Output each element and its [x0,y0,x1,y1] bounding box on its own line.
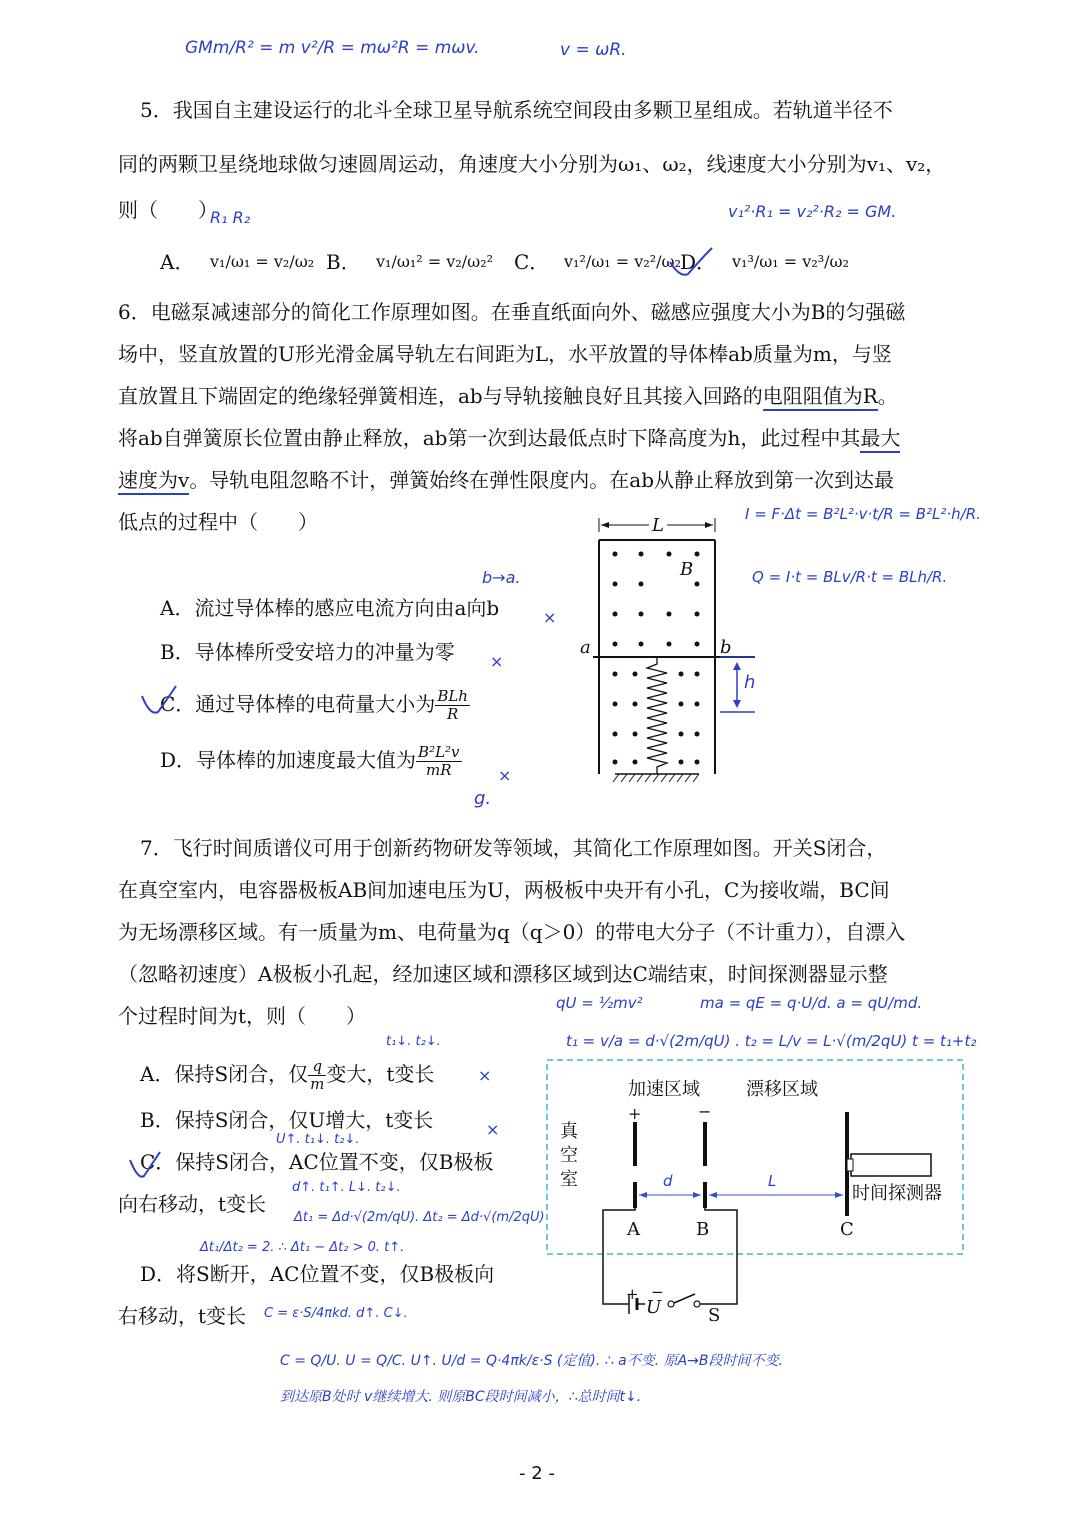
handwritten-q6-impulse: I = F·Δt = B²L²·v·t/R = B²L²·h/R. [745,505,981,523]
q6-fig-b-label: b [720,637,732,658]
q6-fig-a-label: a [580,637,591,658]
handwritten-q7-d-note2: C = Q/U. U = Q/C. U↑. U/d = Q·4πk/ε·S (定值). ∴ a不变. 原A→B段时间不变. [280,1353,783,1369]
handwritten-q6-direction: b→a. [482,568,521,587]
q6-line3 [118,384,898,408]
q6-option-d-denominator: mR [426,761,452,779]
q5-option-b-label: B． [326,250,361,274]
handwritten-q7-c-note2: Δt₁ = Δd·√(2m/qU). Δt₂ = Δd·√(m/2qU) [294,1210,545,1225]
q7-fig-C-label: C [840,1219,854,1240]
handwritten-q6-charge: Q = I·t = BLv/R·t = BLh/R. [752,568,948,586]
q7-line4: （忽略初速度）A极板小孔起，经加速区域和漂移区域到达C端结束，时间探测器显示整 [118,962,888,986]
q5-line3: 则（ ） [118,198,218,222]
q7-fig-U-label: U [646,1297,662,1318]
q5-option-b-formula: v₁/ω₁² = v₂/ω₂² [376,252,494,271]
q7-option-b: B．保持S闭合，仅U增大，t变长 [140,1108,434,1132]
q6-option-c-denominator: R [446,705,459,723]
handwritten-checkmark-c [140,684,180,720]
q5-option-a-formula: v₁/ω₁ = v₂/ω₂ [210,252,315,271]
q6-option-c-fraction [435,688,470,723]
handwritten-top-formula: GMm/R² = m v²/R = mω²R = mωv. [185,38,480,58]
q6-line3c: 。 [877,384,898,408]
q7-option-d-line2: 右移动，t变长 [118,1304,247,1328]
q7-fig-d-label: d [663,1172,673,1190]
handwritten-q7-c-note3: Δt₁/Δt₂ = 2. ∴ Δt₁ − Δt₂ > 0. t↑. [200,1240,405,1255]
q7-fig-time-detector: 时间探测器 [852,1183,942,1204]
q7-fig-battery-plus: + [626,1285,639,1303]
q5-line2: 同的两颗卫星绕地球做匀速圆周运动，角速度大小分别为ω₁、ω₂，线速度大小分别为v₁、v₂， [118,152,946,176]
q7-fig-accel-region: 加速区域 [628,1079,700,1100]
q7-fig-A-label: A [627,1219,640,1240]
q5-option-c-formula: v₁²/ω₁ = v₂²/ω₂ [564,252,682,271]
q6-option-a: A．流过导体棒的感应电流方向由a向b [160,596,500,620]
q7-option-a-text2: 变大，t变长 [326,1062,435,1086]
q6-line4 [118,426,900,450]
q7-fig-plus: + [628,1104,642,1123]
q6-line4a: 将ab自弹簧原长位置由静止释放，ab第一次到达最低点时下降高度为h，此过程中其 [118,426,861,450]
q7-line3: 为无场漂移区域。有一质量为m、电荷量为q（q＞0）的带电大分子（不计重力），自漂入 [118,920,906,944]
q6-option-c-text: C．通过导体棒的电荷量大小为 [160,692,436,716]
q6-fig-B-label: B [680,559,694,580]
q7-option-c-line1: C．保持S闭合，AC位置不变，仅B极板 [140,1150,494,1174]
q7-line5: 个过程时间为t，则（ ） [118,1004,367,1028]
q7-option-c-line2: 向右移动，t变长 [118,1192,267,1216]
q7-option-a-fraction [308,1058,326,1093]
q6-fig-h-label: h [744,672,756,693]
handwritten-q5-relation: v₁²·R₁ = v₂²·R₂ = GM. [728,202,897,221]
q5-option-c-label: C． [514,250,550,274]
handwritten-x-mark: × [543,608,557,627]
q6-line5b: 。导轨电阻忽略不计，弹簧始终在弹性限度内。在ab从静止释放到第一次到达最 [189,468,895,492]
q6-line1: 6．电磁泵减速部分的简化工作原理如图。在垂直纸面向外、磁感应强度大小为B的匀强磁 [118,300,906,324]
q5-option-a-label: A． [160,250,195,274]
q6-fig-L-label: L [652,515,664,536]
q6-line2: 场中，竖直放置的U形光滑金属导轨左右间距为L，水平放置的导体棒ab质量为m，与竖 [118,342,892,366]
q7-fig-S-label: S [708,1305,721,1326]
q7-option-a [140,1058,434,1093]
handwritten-q7-energy: qU = ½mv² [556,994,643,1012]
handwritten-q7-a-note: t₁↓. t₂↓. [386,1034,441,1049]
q6-line4-underlined: 最大 [860,426,900,453]
q7-line1: 7．飞行时间质谱仪可用于创新药物研发等领域，其简化工作原理如图。开关S闭合， [140,836,887,860]
q6-option-d-numerator: B²L²v [418,743,460,761]
q6-option-d-text: D．导体棒的加速度最大值为 [160,748,417,772]
q6-line3-underlined: 电阻阻值为R [763,384,878,411]
handwritten-q7-d-note3: 到达原B处时 v继续增大. 则原BC段时间减小，∴总时间t↓. [280,1389,642,1405]
handwritten-q5-r: R₁ R₂ [210,208,251,227]
handwritten-checkmark-d [668,244,718,280]
handwritten-top-v: v = ωR. [560,40,627,60]
handwritten-q7-c-note1: d↑. t₁↑. L↓. t₂↓. [292,1180,401,1195]
q7-fig-vacuum-chamber: 真空室 [560,1121,578,1190]
q7-fig-battery-minus: − [651,1283,664,1301]
handwritten-x-mark: × [498,766,512,785]
q7-option-a-text1: A．保持S闭合，仅 [140,1062,309,1086]
q7-fig-drift-region: 漂移区域 [746,1079,818,1100]
q5-option-d-formula: v₁³/ω₁ = v₂³/ω₂ [732,252,850,271]
q6-rail-diagram [575,512,775,792]
handwritten-q7-times: t₁ = v/a = d·√(2m/qU) . t₂ = L/v = L·√(m/2qU) t = t₁+t₂ [566,1032,977,1050]
q6-option-c [160,688,470,723]
handwritten-q7-accel: ma = qE = q·U/d. a = qU/md. [700,994,923,1012]
q7-fig-minus: − [698,1102,712,1121]
q7-fig-L-label: L [768,1172,777,1190]
q5-option-d-label: D． [680,250,717,274]
handwritten-q7-b-note: U↑. t₁↓. t₂↓. [276,1132,360,1147]
q7-option-d-line1: D．将S断开，AC位置不变，仅B极板向 [140,1262,495,1286]
page-number: - 2 - [519,1463,555,1484]
q5-line1: 5．我国自主建设运行的北斗全球卫星导航系统空间段由多颗卫星组成。若轨道半径不 [140,98,893,122]
q7-option-a-numerator: q [308,1058,326,1076]
handwritten-x-mark: × [478,1066,492,1085]
q7-fig-B-label: B [696,1219,710,1240]
q6-line3a: 直放置且下端固定的绝缘轻弹簧相连，ab与导轨接触良好且其接入回路的 [118,384,763,408]
q6-line6: 低点的过程中（ ） [118,510,318,534]
q6-line5-underlined: 速度为v [118,468,189,495]
handwritten-x-mark: × [486,1120,500,1139]
q6-option-d [160,744,462,779]
handwritten-q6-g: g. [474,788,492,809]
handwritten-q7-d-note1: C = ε·S/4πkd. d↑. C↓. [264,1306,408,1321]
q7-option-a-denominator: m [310,1075,325,1093]
q6-option-d-fraction [416,744,461,779]
handwritten-x-mark: × [490,652,504,671]
q6-option-b: B．导体棒所受安培力的冲量为零 [160,640,455,664]
q6-option-c-numerator: BLh [437,687,468,705]
q6-line5 [118,468,894,492]
handwritten-checkmark-c [128,1150,164,1182]
q7-line2: 在真空室内，电容器极板AB间加速电压为U，两极板中央开有小孔，C为接收端，BC间 [118,878,890,902]
